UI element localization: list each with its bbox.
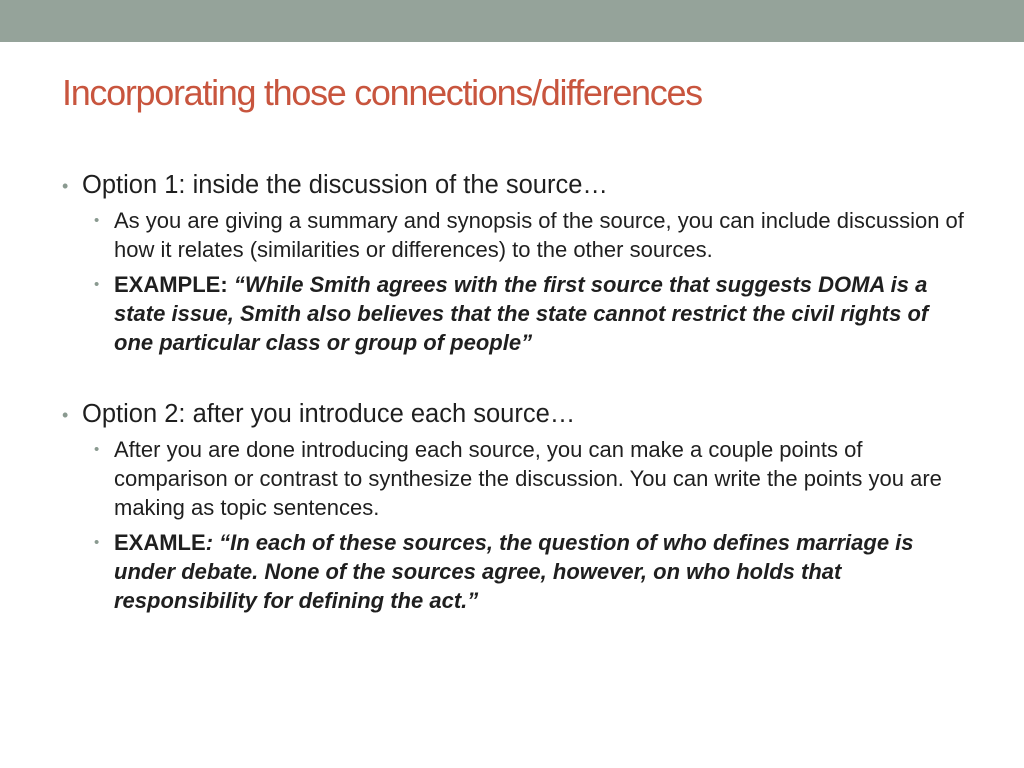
slide-title: Incorporating those connections/differences: [62, 72, 702, 113]
option-2-example-quote: : “In each of these sources, the question of who defines marriage is under debate. None of the sources agree, however, on who holds that responsibility for defining the act.”: [114, 530, 914, 613]
option-1-example-label: EXAMPLE:: [114, 272, 228, 297]
bullet-dot-icon: •: [94, 212, 100, 229]
slide-body: [62, 168, 967, 615]
bullet-dot-icon: •: [94, 441, 100, 458]
option-2-example-label: EXAMLE: [114, 530, 206, 555]
option-2-example-point: [94, 528, 967, 615]
option-1-summary-text: As you are giving a summary and synopsis of the source, you can include discussion of how it relates (similarities or differences) to the other sources.: [114, 208, 964, 262]
top-color-band: [0, 0, 1024, 42]
section-spacer: [62, 357, 967, 397]
option-1-example-quote: “While Smith agrees with the first source that suggests DOMA is a state issue, Smith also believes that the state cannot restrict the civil rights of one particular class or group of people”: [114, 272, 929, 355]
option-2-synthesis-point: [94, 435, 967, 522]
option-2-heading: Option 2: after you introduce each source…: [82, 400, 576, 428]
option-2-synthesis-text: After you are done introducing each source, you can make a couple points of comparison or contrast to synthesize the discussion. You can write the points you are making as topic sentences.: [114, 437, 942, 520]
bullet-dot-icon: •: [62, 405, 69, 425]
option-1-bullet: [62, 168, 967, 202]
option-2-bullet: [62, 397, 967, 431]
bullet-dot-icon: •: [62, 176, 69, 196]
bullet-dot-icon: •: [94, 534, 100, 551]
option-1-heading: Option 1: inside the discussion of the source…: [82, 171, 608, 199]
option-1-summary-point: [94, 206, 967, 264]
option-1-example-point: [94, 270, 967, 357]
bullet-dot-icon: •: [94, 276, 100, 293]
